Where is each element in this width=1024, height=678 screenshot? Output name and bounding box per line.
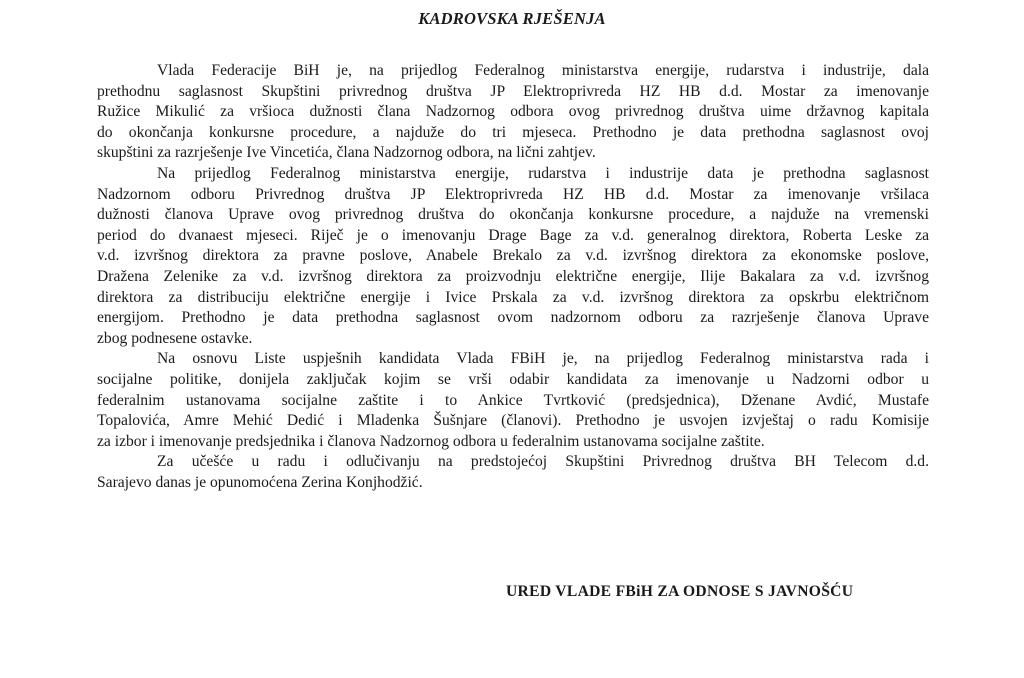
document-title: KADROVSKA RJEŠENJA <box>418 9 606 28</box>
paragraph-line: Dražena Zelenike za v.d. izvršnog direktora za proizvodnju električne energije, Ilije Bakalara za v.d. izvršnog <box>97 267 929 285</box>
paragraph-line: prethodnu saglasnost Skupštini privrednog društva JP Elektroprivreda HZ HB d.d. Mostar za imenovanje <box>97 82 929 100</box>
paragraph-line: Topalovića, Amre Mehić Dedić i Mladenka Šušnjare (članovi). Prethodno je usvojen izvještaj o radu Komisije <box>97 412 929 430</box>
paragraph-3 <box>97 349 929 452</box>
paragraph-line: Ružice Mikulić za vršioca dužnosti člana Nadzornog odbora ovog privrednog društva uime državnog kapitala <box>97 103 929 121</box>
paragraph-line: Sarajevo danas je opunomoćena Zerina Konjhodžić. <box>97 473 423 491</box>
paragraph-line: Na prijedlog Federalnog ministarstva energije, rudarstva i industrije data je prethodna saglasnost <box>157 164 929 182</box>
paragraph-line: Za učešće u radu i odlučivanju na predstojećoj Skupštini Privrednog društva BH Telecom d.d. <box>157 453 929 471</box>
document-body <box>97 61 929 493</box>
signature: URED VLADE FBiH ZA ODNOSE S JAVNOŠĆU <box>506 583 854 600</box>
paragraph-line: Vlada Federacije BiH je, na prijedlog Federalnog ministarstva energije, rudarstva i industrije, dala <box>157 62 929 79</box>
paragraph-line: skupštini za razrješenje Ive Vincetića, člana Nadzornog odbora, na lični zahtjev. <box>97 144 596 162</box>
paragraph-line: federalnim ustanovama socijalne zaštite i to Ankice Tvrtković (predsjednica), Dženane Avdić, Mustafe <box>97 391 929 409</box>
paragraph-line: za izbor i imenovanje predsjednika i članova Nadzornog odbora u federalnim ustanovama socijalne zaštite. <box>97 432 765 450</box>
paragraph-line: Na osnovu Liste uspješnih kandidata Vlada FBiH je, na prijedlog Federalnog ministarstva rada i <box>157 350 929 368</box>
paragraph-line: direktora za distribuciju električne energije i Ivice Prskala za v.d. izvršnog direktora za opskrbu električnom <box>97 288 929 306</box>
paragraph-line: Nadzornom odboru Privrednog društva JP Elektroprivreda HZ HB d.d. Mostar za imenovanje vršilaca <box>97 185 929 203</box>
paragraph-line: socijalne politike, donijela zaključak kojim se vrši odabir kandidata za imenovanje u Nadzorni odbor u <box>97 370 929 388</box>
paragraph-line: v.d. izvršnog direktora za pravne poslove, Anabele Brekalo za v.d. izvršnog direktora za ekonomske poslove, <box>97 247 929 265</box>
paragraph-line: dužnosti članova Uprave ovog privrednog društva do okončanja konkursne procedure, a najduže na vremenski <box>97 206 929 224</box>
paragraph-line: zbog podnesene ostavke. <box>97 329 253 347</box>
paragraph-1 <box>97 61 929 164</box>
paragraph-2 <box>97 164 929 349</box>
paragraph-line: period do dvanaest mjeseci. Riječ je o imenovanju Drage Bage za v.d. generalnog direktora, Roberta Leske za <box>97 226 929 244</box>
paragraph-4 <box>97 452 929 493</box>
paragraph-line: do okončanja konkursne procedure, a najduže do tri mjeseca. Prethodno je data prethodna saglasnost ovoj <box>97 123 929 141</box>
paragraph-line: energijom. Prethodno je data prethodna saglasnost ovom nadzornom odboru za razrješenje članova Uprave <box>97 309 929 327</box>
